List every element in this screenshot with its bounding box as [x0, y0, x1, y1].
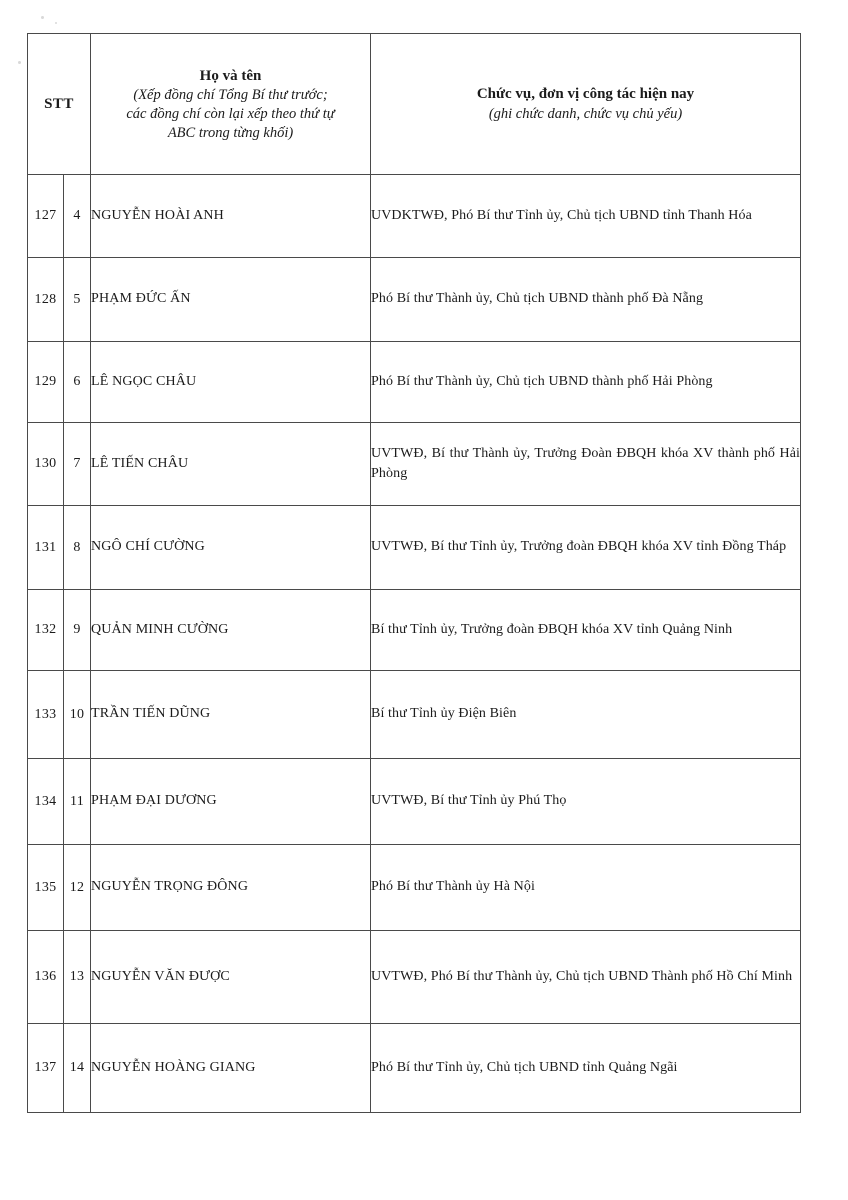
table-row	[28, 175, 801, 258]
row-name: QUẢN MINH CƯỜNG	[91, 590, 371, 671]
row-position: UVTWĐ, Bí thư Thành ủy, Trưởng Đoàn ĐBQH khóa XV thành phố Hải Phòng	[371, 423, 801, 506]
row-position: Phó Bí thư Tỉnh ủy, Chủ tịch UBND tỉnh Quảng Ngãi	[371, 1024, 801, 1113]
row-subindex: 14	[64, 1024, 91, 1113]
column-header-name-title: Họ và tên	[199, 67, 262, 84]
row-subindex: 4	[64, 175, 91, 258]
table-row	[28, 590, 801, 671]
row-index: 132	[28, 590, 64, 671]
row-position: UVDKTWĐ, Phó Bí thư Tỉnh ủy, Chủ tịch UBND tỉnh Thanh Hóa	[371, 175, 801, 258]
row-position: UVTWĐ, Phó Bí thư Thành ủy, Chủ tịch UBND Thành phố Hồ Chí Minh	[371, 931, 801, 1024]
row-position: Bí thư Tỉnh ủy, Trưởng đoàn ĐBQH khóa XV tỉnh Quảng Ninh	[371, 590, 801, 671]
row-subindex: 5	[64, 258, 91, 342]
row-position: Phó Bí thư Thành ủy, Chủ tịch UBND thành phố Đà Nẵng	[371, 258, 801, 342]
row-index: 129	[28, 342, 64, 423]
row-subindex: 8	[64, 506, 91, 590]
table-row	[28, 342, 801, 423]
column-header-name-note-line-2: các đồng chí còn lại xếp theo thứ tự	[126, 105, 335, 122]
row-name: NGUYỄN TRỌNG ĐÔNG	[91, 845, 371, 931]
row-index: 131	[28, 506, 64, 590]
row-name: NGÔ CHÍ CƯỜNG	[91, 506, 371, 590]
column-header-position-note: (ghi chức danh, chức vụ chủ yếu)	[488, 105, 683, 122]
row-index: 130	[28, 423, 64, 506]
table-row	[28, 258, 801, 342]
table-header-row	[28, 34, 801, 175]
row-index: 137	[28, 1024, 64, 1113]
row-index: 134	[28, 759, 64, 845]
row-index: 136	[28, 931, 64, 1024]
row-index: 133	[28, 671, 64, 759]
table-row	[28, 1024, 801, 1113]
row-position: UVTWĐ, Bí thư Tỉnh ủy, Trưởng đoàn ĐBQH khóa XV tỉnh Đồng Tháp	[371, 506, 801, 590]
table-row	[28, 671, 801, 759]
row-position: UVTWĐ, Bí thư Tỉnh ủy Phú Thọ	[371, 759, 801, 845]
row-index: 135	[28, 845, 64, 931]
table-row	[28, 931, 801, 1024]
row-subindex: 7	[64, 423, 91, 506]
table-row	[28, 845, 801, 931]
row-name: PHẠM ĐỨC ẤN	[91, 258, 371, 342]
row-index: 127	[28, 175, 64, 258]
row-name: LÊ NGỌC CHÂU	[91, 342, 371, 423]
row-name: NGUYỄN HOÀI ANH	[91, 175, 371, 258]
column-header-name-note	[91, 86, 370, 142]
row-name: PHẠM ĐẠI DƯƠNG	[91, 759, 371, 845]
column-header-name-note-line-1: (Xếp đồng chí Tổng Bí thư trước;	[133, 87, 328, 104]
table-row	[28, 506, 801, 590]
column-header-position	[371, 34, 801, 175]
row-subindex: 11	[64, 759, 91, 845]
row-index: 128	[28, 258, 64, 342]
row-name: NGUYỄN HOÀNG GIANG	[91, 1024, 371, 1113]
row-name: LÊ TIẾN CHÂU	[91, 423, 371, 506]
scan-speck	[55, 22, 57, 24]
table-row	[28, 423, 801, 506]
row-subindex: 9	[64, 590, 91, 671]
row-position: Phó Bí thư Thành ủy, Chủ tịch UBND thành phố Hải Phòng	[371, 342, 801, 423]
row-subindex: 6	[64, 342, 91, 423]
column-header-name-note-line-3: ABC trong từng khối)	[167, 124, 294, 141]
row-name: TRẦN TIẾN DŨNG	[91, 671, 371, 759]
row-position: Phó Bí thư Thành ủy Hà Nội	[371, 845, 801, 931]
row-subindex: 12	[64, 845, 91, 931]
row-subindex: 13	[64, 931, 91, 1024]
personnel-table	[27, 33, 801, 1113]
scan-speck	[18, 61, 21, 64]
scan-speck	[41, 16, 44, 19]
row-subindex: 10	[64, 671, 91, 759]
table-body	[28, 175, 801, 1113]
column-header-name	[91, 34, 371, 175]
column-header-position-title: Chức vụ, đơn vị công tác hiện nay	[476, 86, 695, 103]
row-position: Bí thư Tỉnh ủy Điện Biên	[371, 671, 801, 759]
table-row	[28, 759, 801, 845]
table-header	[28, 34, 801, 175]
row-name: NGUYỄN VĂN ĐƯỢC	[91, 931, 371, 1024]
column-header-stt: STT	[28, 34, 91, 175]
